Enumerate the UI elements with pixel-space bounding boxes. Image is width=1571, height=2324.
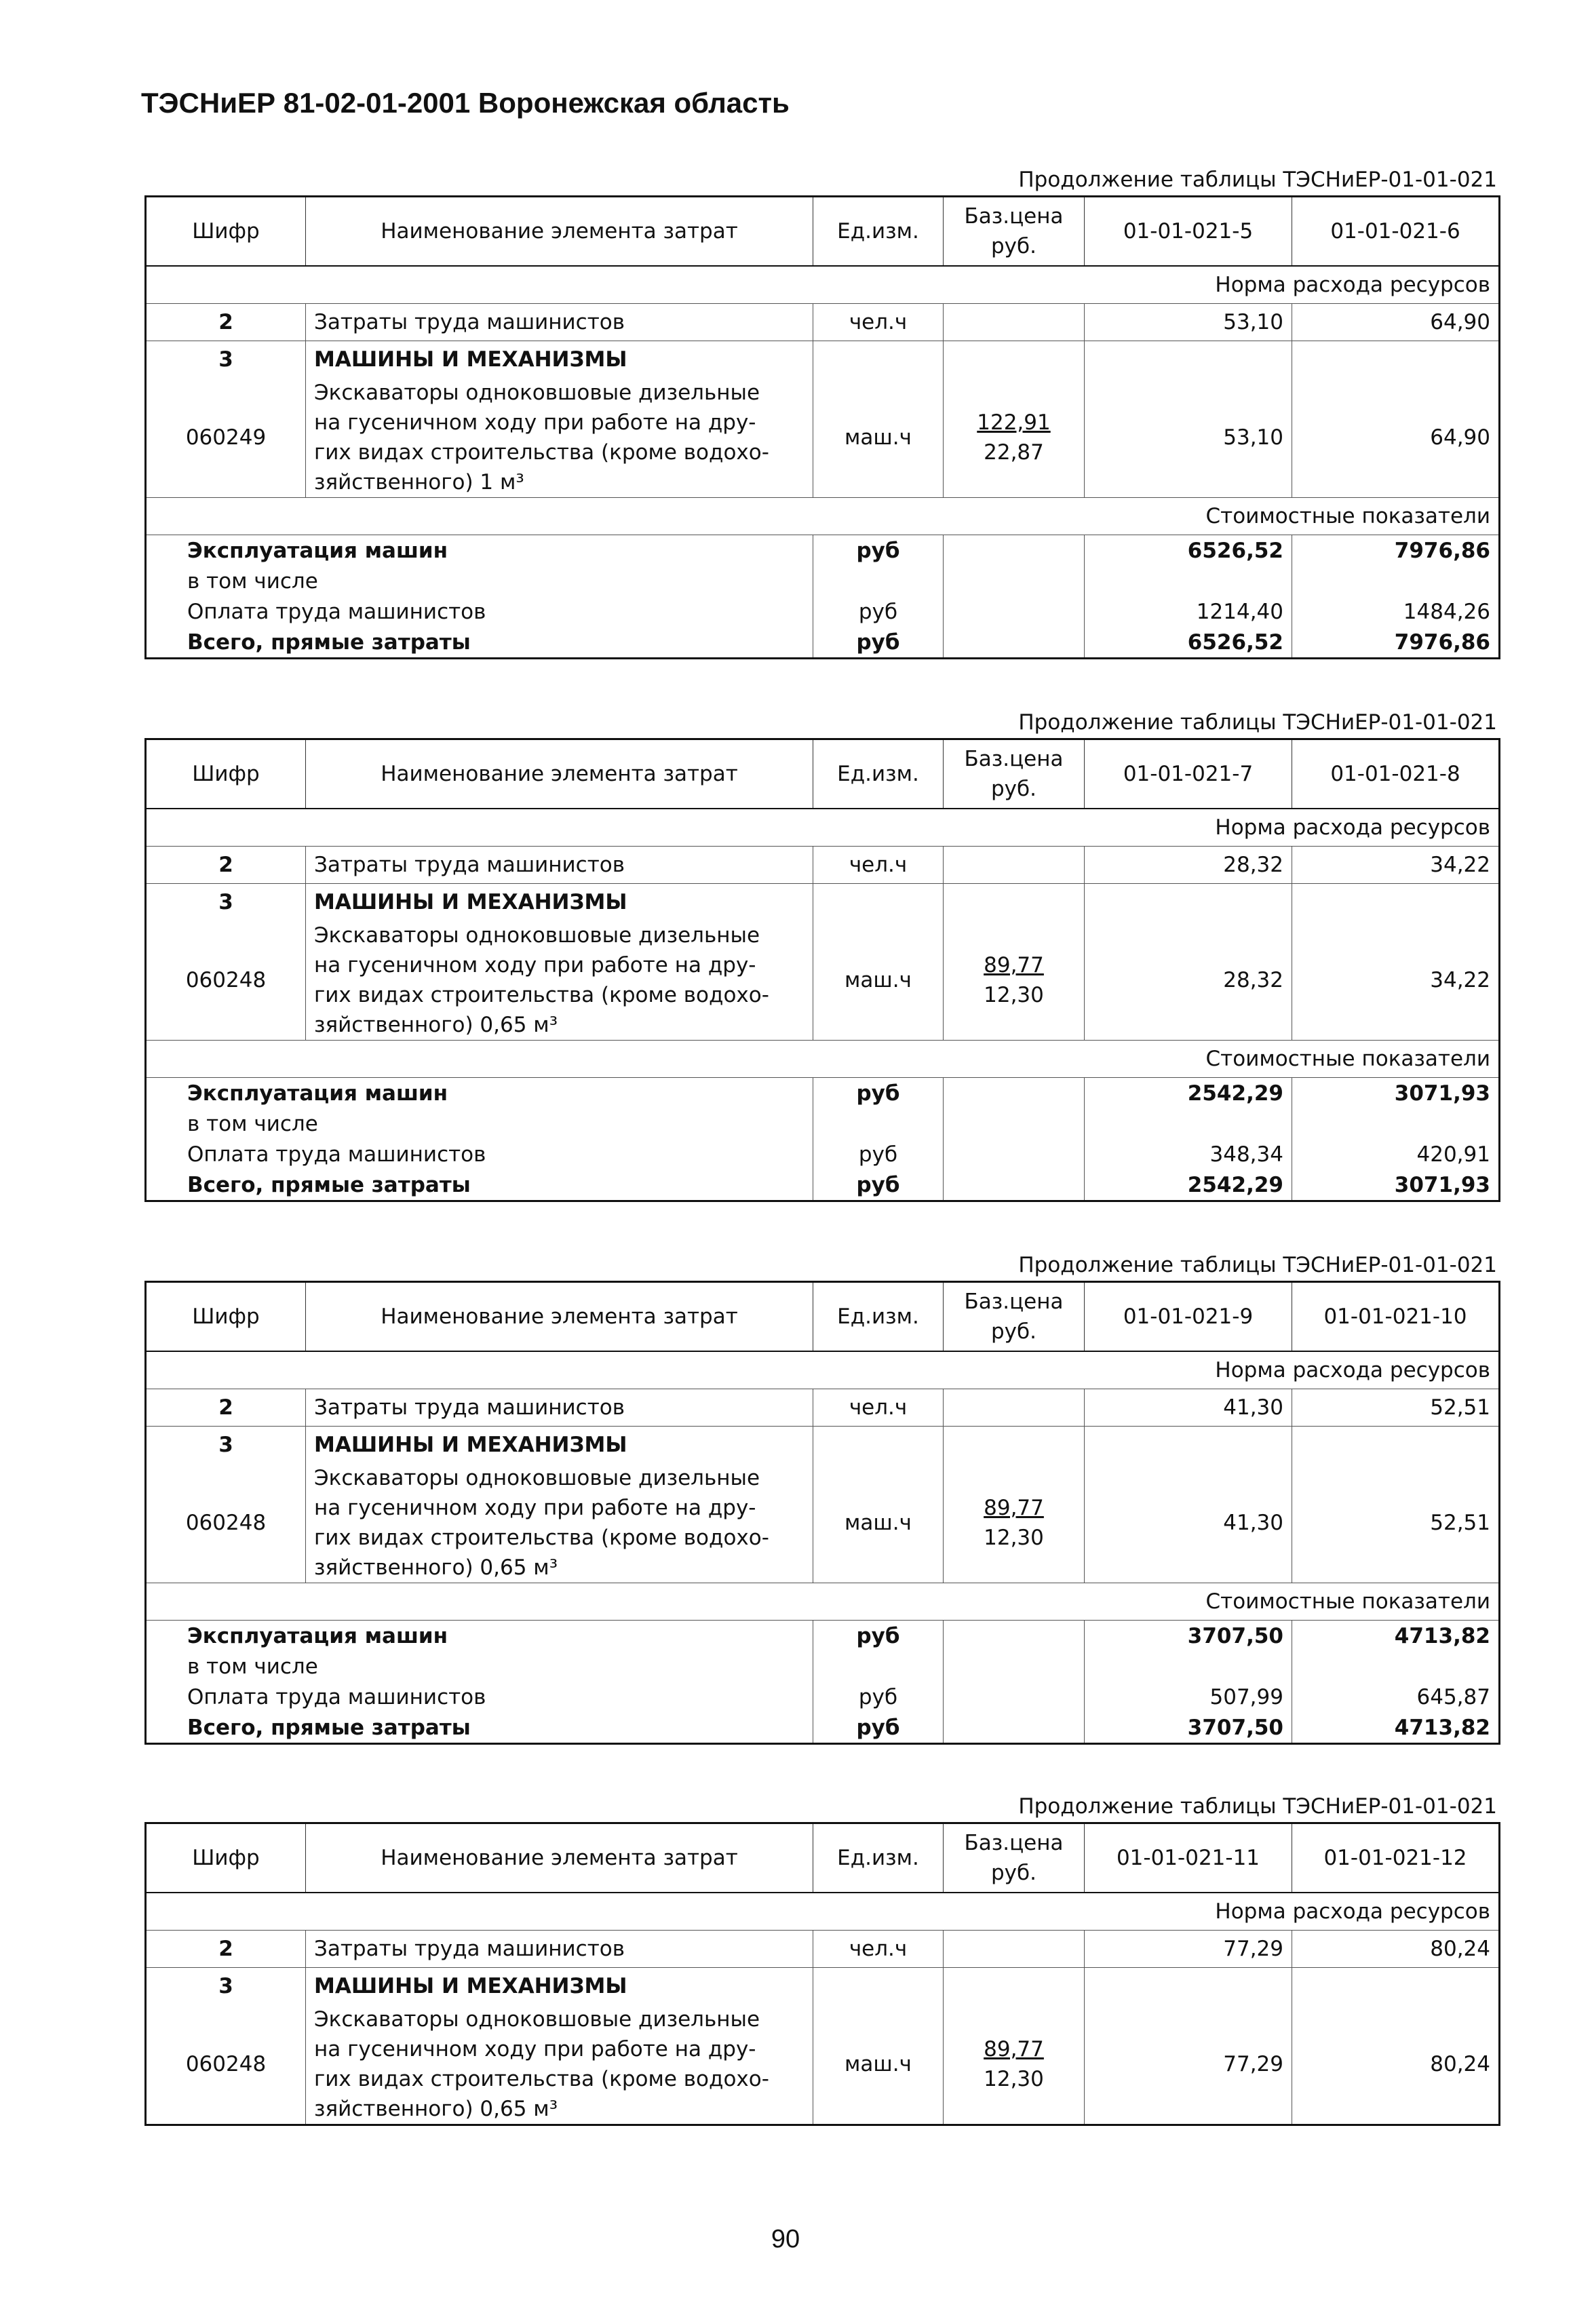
machine-price — [944, 1463, 1085, 1583]
header-code: Шифр — [146, 739, 306, 809]
exploitation-unit: руб — [813, 535, 944, 566]
total-value-1: 3707,50 — [1085, 1712, 1292, 1744]
empty-cell — [944, 1139, 1085, 1169]
exploitation-label: Эксплуатация машин — [187, 1081, 448, 1106]
empty-cell — [813, 884, 944, 921]
header-unit: Ед.изм. — [813, 739, 944, 809]
empty-cell — [944, 1968, 1085, 2005]
empty-cell — [944, 341, 1085, 379]
empty-cell — [813, 1108, 944, 1139]
machine-desc-line: Экскаваторы одноковшовые дизельные — [314, 1466, 760, 1490]
machine-price — [944, 378, 1085, 498]
total-unit: руб — [813, 1712, 944, 1744]
total-value-2: 4713,82 — [1292, 1712, 1500, 1744]
machine-price-total: 89,77 — [984, 2037, 1044, 2061]
rate-table-4 — [144, 1791, 1498, 2126]
header-price — [944, 197, 1085, 267]
header-rate-code-1: 01-01-021-5 — [1085, 197, 1292, 267]
machine-price-total: 122,91 — [977, 410, 1051, 435]
header-price-line2: руб. — [991, 1861, 1036, 1885]
norm-section-label: Норма расхода ресурсов — [146, 1351, 1500, 1389]
machine-desc-line: гих видах строительства (кроме водохо- — [314, 440, 769, 465]
operator-pay-label: Оплата труда машинистов — [187, 599, 486, 624]
machines-code: 3 — [218, 1974, 233, 1998]
including-row — [146, 566, 1500, 596]
labor-name: Затраты труда машинистов — [306, 847, 813, 884]
labor-row — [146, 1931, 1500, 1968]
empty-cell — [1292, 566, 1500, 596]
rate-table — [144, 195, 1500, 659]
including-row — [146, 1108, 1500, 1139]
labor-code: 2 — [146, 847, 306, 884]
header-rate-code-1: 01-01-021-11 — [1085, 1823, 1292, 1893]
empty-cell — [944, 1621, 1085, 1652]
table-caption: Продолжение таблицы ТЭСНиЕР-01-01-021 — [1018, 1794, 1497, 1819]
labor-price — [944, 304, 1085, 341]
exploitation-label: Эксплуатация машин — [187, 538, 448, 563]
header-code: Шифр — [146, 197, 306, 267]
rate-table — [144, 1822, 1500, 2126]
machine-norm-2: 80,24 — [1292, 2005, 1500, 2125]
rate-table — [144, 738, 1500, 1202]
labor-row — [146, 1389, 1500, 1427]
labor-value-2: 64,90 — [1292, 304, 1500, 341]
table-header-row — [146, 739, 1500, 809]
empty-cell — [1292, 1651, 1500, 1682]
machine-row — [146, 2005, 1500, 2125]
including-label: в том числе — [187, 1111, 318, 1136]
machine-desc-line: на гусеничном ходу при работе на дру- — [314, 2037, 756, 2061]
including-row — [146, 1651, 1500, 1682]
machine-desc-line: гих видах строительства (кроме водохо- — [314, 983, 769, 1007]
header-rate-code-1: 01-01-021-7 — [1085, 739, 1292, 809]
labor-price — [944, 1389, 1085, 1427]
machine-code: 060248 — [146, 2005, 306, 2125]
labor-value-2: 52,51 — [1292, 1389, 1500, 1427]
labor-name: Затраты труда машинистов — [306, 304, 813, 341]
machine-price-labor: 12,30 — [984, 2067, 1044, 2091]
empty-cell — [813, 341, 944, 379]
header-name: Наименование элемента затрат — [306, 197, 813, 267]
labor-price — [944, 847, 1085, 884]
total-unit: руб — [813, 627, 944, 659]
machines-code: 3 — [218, 347, 233, 372]
header-name: Наименование элемента затрат — [306, 739, 813, 809]
machine-desc-line: Экскаваторы одноковшовые дизельные — [314, 923, 760, 948]
machine-desc-line: зяйственного) 0,65 м³ — [314, 1555, 558, 1580]
machine-code: 060248 — [146, 921, 306, 1041]
norm-section-row — [146, 266, 1500, 304]
machine-price-total: 89,77 — [984, 953, 1044, 977]
machines-header-row — [146, 1968, 1500, 2005]
labor-unit: чел.ч — [813, 847, 944, 884]
header-price-line1: Баз.цена — [964, 1290, 1064, 1314]
exploitation-row — [146, 1621, 1500, 1652]
empty-cell — [1292, 1108, 1500, 1139]
empty-cell — [813, 1651, 944, 1682]
operator-pay-label: Оплата труда машинистов — [187, 1684, 486, 1709]
header-price-line2: руб. — [991, 234, 1036, 258]
empty-cell — [944, 535, 1085, 566]
machine-desc-line: зяйственного) 0,65 м³ — [314, 1013, 558, 1037]
empty-cell — [944, 627, 1085, 659]
rate-table-1 — [144, 164, 1498, 659]
empty-cell — [944, 1169, 1085, 1201]
machine-desc-line: Экскаваторы одноковшовые дизельные — [314, 381, 760, 405]
exploitation-value-2: 4713,82 — [1292, 1621, 1500, 1652]
header-rate-code-1: 01-01-021-9 — [1085, 1282, 1292, 1352]
header-price — [944, 1823, 1085, 1893]
machine-row — [146, 1463, 1500, 1583]
labor-value-2: 34,22 — [1292, 847, 1500, 884]
machine-norm-2: 34,22 — [1292, 921, 1500, 1041]
cost-section-row — [146, 498, 1500, 535]
machines-code: 3 — [218, 1433, 233, 1457]
total-row — [146, 1712, 1500, 1744]
empty-cell — [944, 1651, 1085, 1682]
machine-desc-line: гих видах строительства (кроме водохо- — [314, 1526, 769, 1550]
norm-section-row — [146, 1351, 1500, 1389]
header-rate-code-2: 01-01-021-6 — [1292, 197, 1500, 267]
header-price-line1: Баз.цена — [964, 747, 1064, 771]
machines-title: МАШИНЫ И МЕХАНИЗМЫ — [306, 1968, 813, 2005]
operator-pay-row — [146, 596, 1500, 627]
operator-pay-value-1: 1214,40 — [1085, 596, 1292, 627]
machines-title: МАШИНЫ И МЕХАНИЗМЫ — [306, 1427, 813, 1464]
machine-norm-1: 41,30 — [1085, 1463, 1292, 1583]
cost-section-label: Стоимостные показатели — [146, 498, 1500, 535]
empty-cell — [944, 1108, 1085, 1139]
operator-pay-row — [146, 1682, 1500, 1712]
labor-value-1: 77,29 — [1085, 1931, 1292, 1968]
empty-cell — [944, 566, 1085, 596]
labor-price — [944, 1931, 1085, 1968]
table-caption: Продолжение таблицы ТЭСНиЕР-01-01-021 — [1018, 710, 1497, 735]
cost-section-label: Стоимостные показатели — [146, 1041, 1500, 1078]
labor-code: 2 — [146, 1931, 306, 1968]
total-value-1: 2542,29 — [1085, 1169, 1292, 1201]
header-price-line2: руб. — [991, 777, 1036, 801]
total-label: Всего, прямые затраты — [187, 630, 471, 655]
machine-desc-line: на гусеничном ходу при работе на дру- — [314, 953, 756, 977]
empty-cell — [944, 1712, 1085, 1744]
table-header-row — [146, 197, 1500, 267]
labor-code: 2 — [146, 1389, 306, 1427]
norm-section-row — [146, 809, 1500, 847]
header-rate-code-2: 01-01-021-8 — [1292, 739, 1500, 809]
empty-cell — [1085, 1427, 1292, 1464]
header-unit: Ед.изм. — [813, 1282, 944, 1352]
total-value-2: 7976,86 — [1292, 627, 1500, 659]
header-name: Наименование элемента затрат — [306, 1282, 813, 1352]
machine-price-labor: 22,87 — [984, 440, 1044, 465]
operator-pay-value-1: 507,99 — [1085, 1682, 1292, 1712]
empty-cell — [1085, 566, 1292, 596]
table-caption: Продолжение таблицы ТЭСНиЕР-01-01-021 — [1018, 1253, 1497, 1277]
header-price — [944, 739, 1085, 809]
labor-name: Затраты труда машинистов — [306, 1389, 813, 1427]
operator-pay-row — [146, 1139, 1500, 1169]
exploitation-value-1: 6526,52 — [1085, 535, 1292, 566]
table-caption: Продолжение таблицы ТЭСНиЕР-01-01-021 — [1018, 168, 1497, 192]
empty-cell — [1085, 884, 1292, 921]
machines-header-row — [146, 1427, 1500, 1464]
empty-cell — [813, 1427, 944, 1464]
labor-unit: чел.ч — [813, 1931, 944, 1968]
total-value-1: 6526,52 — [1085, 627, 1292, 659]
including-label: в том числе — [187, 568, 318, 594]
operator-pay-unit: руб — [813, 596, 944, 627]
page-number: 90 — [771, 2225, 800, 2253]
machine-price-total: 89,77 — [984, 1496, 1044, 1520]
machine-desc-line: Экскаваторы одноковшовые дизельные — [314, 2007, 760, 2032]
header-code: Шифр — [146, 1823, 306, 1893]
rate-table-2 — [144, 707, 1498, 1202]
machine-description — [306, 921, 813, 1041]
machines-header-row — [146, 884, 1500, 921]
cost-section-row — [146, 1583, 1500, 1621]
machine-price — [944, 2005, 1085, 2125]
empty-cell — [1292, 1968, 1500, 2005]
machine-unit: маш.ч — [813, 921, 944, 1041]
exploitation-value-2: 3071,93 — [1292, 1078, 1500, 1109]
operator-pay-value-1: 348,34 — [1085, 1139, 1292, 1169]
operator-pay-value-2: 645,87 — [1292, 1682, 1500, 1712]
empty-cell — [944, 1427, 1085, 1464]
machine-price-labor: 12,30 — [984, 1526, 1044, 1550]
labor-unit: чел.ч — [813, 1389, 944, 1427]
machines-header-row — [146, 341, 1500, 379]
header-price-line1: Баз.цена — [964, 1831, 1064, 1855]
rate-table — [144, 1281, 1500, 1745]
total-label: Всего, прямые затраты — [187, 1172, 471, 1197]
empty-cell — [1292, 884, 1500, 921]
rate-table-3 — [144, 1250, 1498, 1745]
header-unit: Ед.изм. — [813, 197, 944, 267]
total-value-2: 3071,93 — [1292, 1169, 1500, 1201]
machine-code: 060248 — [146, 1463, 306, 1583]
exploitation-unit: руб — [813, 1078, 944, 1109]
table-header-row — [146, 1823, 1500, 1893]
including-label: в том числе — [187, 1654, 318, 1679]
total-row — [146, 627, 1500, 659]
labor-row — [146, 847, 1500, 884]
machine-desc-line: на гусеничном ходу при работе на дру- — [314, 1496, 756, 1520]
labor-row — [146, 304, 1500, 341]
norm-section-label: Норма расхода ресурсов — [146, 1893, 1500, 1931]
machines-title: МАШИНЫ И МЕХАНИЗМЫ — [306, 884, 813, 921]
empty-cell — [1085, 341, 1292, 379]
machine-desc-line: на гусеничном ходу при работе на дру- — [314, 410, 756, 435]
total-unit: руб — [813, 1169, 944, 1201]
labor-value-1: 41,30 — [1085, 1389, 1292, 1427]
machine-desc-line: зяйственного) 0,65 м³ — [314, 2097, 558, 2121]
machines-code: 3 — [218, 890, 233, 914]
document-title: ТЭСНиЕР 81-02-01-2001 Воронежская область — [141, 87, 790, 119]
norm-section-label: Норма расхода ресурсов — [146, 809, 1500, 847]
operator-pay-unit: руб — [813, 1139, 944, 1169]
machine-norm-1: 53,10 — [1085, 378, 1292, 498]
machine-code: 060249 — [146, 378, 306, 498]
machine-norm-2: 64,90 — [1292, 378, 1500, 498]
empty-cell — [944, 1078, 1085, 1109]
machine-norm-1: 28,32 — [1085, 921, 1292, 1041]
exploitation-value-1: 3707,50 — [1085, 1621, 1292, 1652]
machine-price — [944, 921, 1085, 1041]
header-unit: Ед.изм. — [813, 1823, 944, 1893]
machine-desc-line: гих видах строительства (кроме водохо- — [314, 2067, 769, 2091]
header-price-line2: руб. — [991, 1319, 1036, 1344]
machine-unit: маш.ч — [813, 2005, 944, 2125]
norm-section-label: Норма расхода ресурсов — [146, 266, 1500, 304]
machine-unit: маш.ч — [813, 378, 944, 498]
machine-row — [146, 378, 1500, 498]
header-price — [944, 1282, 1085, 1352]
machine-norm-2: 52,51 — [1292, 1463, 1500, 1583]
empty-cell — [944, 596, 1085, 627]
machine-desc-line: зяйственного) 1 м³ — [314, 470, 524, 495]
empty-cell — [944, 1682, 1085, 1712]
exploitation-unit: руб — [813, 1621, 944, 1652]
machine-price-labor: 12,30 — [984, 983, 1044, 1007]
labor-value-2: 80,24 — [1292, 1931, 1500, 1968]
machine-description — [306, 2005, 813, 2125]
header-rate-code-2: 01-01-021-12 — [1292, 1823, 1500, 1893]
machine-row — [146, 921, 1500, 1041]
cost-section-label: Стоимостные показатели — [146, 1583, 1500, 1621]
machine-unit: маш.ч — [813, 1463, 944, 1583]
labor-unit: чел.ч — [813, 304, 944, 341]
labor-code: 2 — [146, 304, 306, 341]
norm-section-row — [146, 1893, 1500, 1931]
machine-description — [306, 378, 813, 498]
total-label: Всего, прямые затраты — [187, 1715, 471, 1740]
header-name: Наименование элемента затрат — [306, 1823, 813, 1893]
empty-cell — [944, 884, 1085, 921]
cost-section-row — [146, 1041, 1500, 1078]
operator-pay-label: Оплата труда машинистов — [187, 1142, 486, 1167]
exploitation-row — [146, 1078, 1500, 1109]
empty-cell — [1085, 1651, 1292, 1682]
operator-pay-unit: руб — [813, 1682, 944, 1712]
exploitation-label: Эксплуатация машин — [187, 1623, 448, 1648]
exploitation-value-2: 7976,86 — [1292, 535, 1500, 566]
empty-cell — [813, 566, 944, 596]
header-rate-code-2: 01-01-021-10 — [1292, 1282, 1500, 1352]
empty-cell — [1085, 1968, 1292, 2005]
header-code: Шифр — [146, 1282, 306, 1352]
operator-pay-value-2: 1484,26 — [1292, 596, 1500, 627]
exploitation-row — [146, 535, 1500, 566]
empty-cell — [813, 1968, 944, 2005]
machine-description — [306, 1463, 813, 1583]
header-price-line1: Баз.цена — [964, 204, 1064, 229]
operator-pay-value-2: 420,91 — [1292, 1139, 1500, 1169]
empty-cell — [1085, 1108, 1292, 1139]
exploitation-value-1: 2542,29 — [1085, 1078, 1292, 1109]
labor-name: Затраты труда машинистов — [306, 1931, 813, 1968]
labor-value-1: 53,10 — [1085, 304, 1292, 341]
labor-value-1: 28,32 — [1085, 847, 1292, 884]
table-header-row — [146, 1282, 1500, 1352]
empty-cell — [1292, 341, 1500, 379]
empty-cell — [1292, 1427, 1500, 1464]
machines-title: МАШИНЫ И МЕХАНИЗМЫ — [306, 341, 813, 379]
total-row — [146, 1169, 1500, 1201]
machine-norm-1: 77,29 — [1085, 2005, 1292, 2125]
